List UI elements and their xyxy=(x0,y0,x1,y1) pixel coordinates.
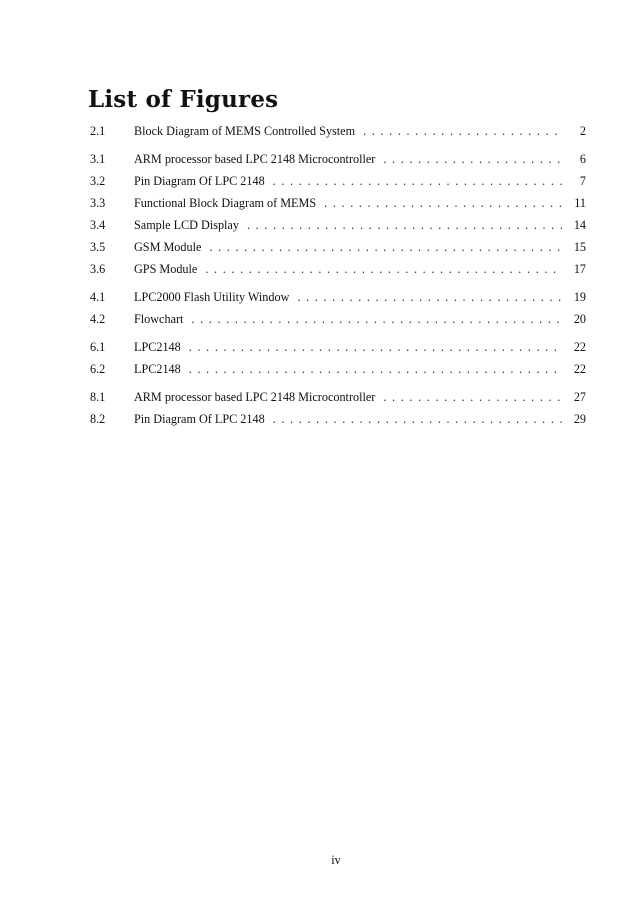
figure-group xyxy=(88,386,586,430)
figure-page-number: 2 xyxy=(579,124,586,138)
figure-page-number: 19 xyxy=(573,290,586,304)
list-of-figures xyxy=(88,120,586,436)
figure-group xyxy=(88,336,586,380)
figure-entry[interactable] xyxy=(88,192,586,214)
figure-page-number: 7 xyxy=(579,174,586,188)
figure-number: 8.2 xyxy=(90,412,106,426)
figure-page-number: 22 xyxy=(573,362,586,376)
figure-number: 3.3 xyxy=(90,196,106,210)
figure-number: 3.4 xyxy=(90,218,106,232)
figure-page-number: 22 xyxy=(573,340,586,354)
figure-caption: ARM processor based LPC 2148 Microcontroller xyxy=(134,152,376,166)
figure-entry[interactable] xyxy=(88,214,586,236)
figure-entry[interactable] xyxy=(88,386,586,408)
figure-group xyxy=(88,120,586,142)
figure-number: 3.6 xyxy=(90,262,106,276)
figure-caption: GSM Module xyxy=(134,240,202,254)
figure-entry[interactable] xyxy=(88,358,586,380)
figure-number: 3.2 xyxy=(90,174,106,188)
dot-leader xyxy=(297,286,562,308)
page-title: List of Figures xyxy=(88,86,279,113)
figure-page-number: 27 xyxy=(573,390,586,404)
dot-leader xyxy=(247,214,562,236)
dot-leader xyxy=(209,236,562,258)
figure-caption: Sample LCD Display xyxy=(134,218,239,232)
figure-caption: LPC2000 Flash Utility Window xyxy=(134,290,290,304)
dot-leader xyxy=(273,408,562,430)
figure-number: 8.1 xyxy=(90,390,106,404)
figure-entry[interactable] xyxy=(88,308,586,330)
figure-entry[interactable] xyxy=(88,336,586,358)
figure-number: 2.1 xyxy=(90,124,106,138)
figure-caption: Flowchart xyxy=(134,312,184,326)
dot-leader xyxy=(205,258,562,280)
figure-caption: LPC2148 xyxy=(134,362,181,376)
figure-caption: Functional Block Diagram of MEMS xyxy=(134,196,317,210)
figure-caption: Block Diagram of MEMS Controlled System xyxy=(134,124,356,138)
figure-page-number: 15 xyxy=(573,240,586,254)
figure-page-number: 20 xyxy=(573,312,586,326)
figure-number: 6.1 xyxy=(90,340,106,354)
figure-page-number: 17 xyxy=(573,262,586,276)
dot-leader xyxy=(191,308,562,330)
figure-caption: ARM processor based LPC 2148 Microcontroller xyxy=(134,390,376,404)
dot-leader xyxy=(189,358,562,380)
figure-group xyxy=(88,286,586,330)
figure-entry[interactable] xyxy=(88,408,586,430)
figure-entry[interactable] xyxy=(88,170,586,192)
figure-page-number: 11 xyxy=(574,196,586,210)
figure-page-number: 29 xyxy=(573,412,586,426)
figure-caption: Pin Diagram Of LPC 2148 xyxy=(134,174,265,188)
figure-number: 6.2 xyxy=(90,362,106,376)
dot-leader xyxy=(383,148,562,170)
figure-entry[interactable] xyxy=(88,120,586,142)
figure-caption: GPS Module xyxy=(134,262,198,276)
figure-page-number: 6 xyxy=(579,152,586,166)
figure-group xyxy=(88,148,586,280)
page-number: iv xyxy=(331,853,341,867)
figure-page-number: 14 xyxy=(573,218,586,232)
figure-entry[interactable] xyxy=(88,236,586,258)
figure-number: 3.1 xyxy=(90,152,106,166)
dot-leader xyxy=(189,336,562,358)
dot-leader xyxy=(324,192,562,214)
dot-leader xyxy=(383,386,562,408)
figure-number: 4.1 xyxy=(90,290,106,304)
figure-entry[interactable] xyxy=(88,148,586,170)
figure-number: 4.2 xyxy=(90,312,106,326)
dot-leader xyxy=(273,170,562,192)
figure-caption: LPC2148 xyxy=(134,340,181,354)
figure-caption: Pin Diagram Of LPC 2148 xyxy=(134,412,265,426)
dot-leader xyxy=(363,120,562,142)
figure-number: 3.5 xyxy=(90,240,106,254)
figure-entry[interactable] xyxy=(88,286,586,308)
figure-entry[interactable] xyxy=(88,258,586,280)
